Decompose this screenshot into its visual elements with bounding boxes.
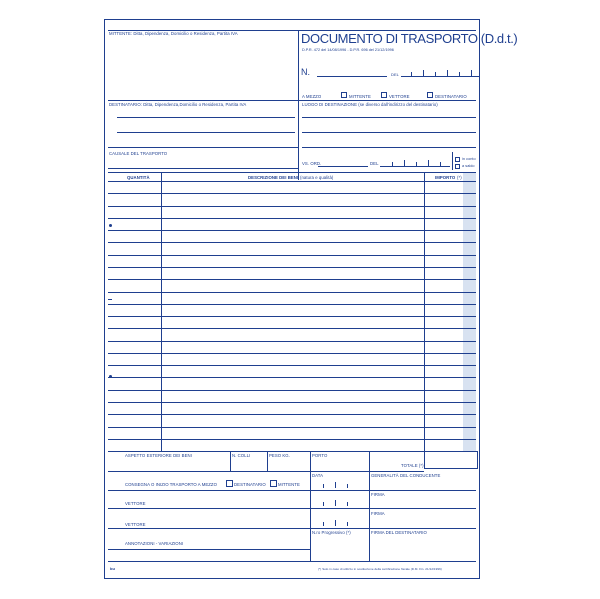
- table-row[interactable]: [108, 365, 476, 366]
- in-conto-checkbox[interactable]: [455, 157, 460, 162]
- data-label: DATA: [312, 473, 324, 478]
- vs-ord-label: VS. ORD.: [302, 161, 322, 166]
- colli-label: N. COLLI: [232, 453, 251, 458]
- vettore1-label: VETTORE: [125, 501, 146, 506]
- table-row[interactable]: [108, 427, 476, 428]
- quantity-header: QUANTITÀ: [127, 175, 150, 180]
- table-row[interactable]: [108, 414, 476, 415]
- table-row[interactable]: [108, 439, 476, 440]
- vettore-option: VETTORE: [389, 94, 410, 99]
- table-row[interactable]: [108, 206, 476, 207]
- luogo-label: LUOGO DI DESTINAZIONE (se diverso dall'indirizzo del destinatario): [302, 102, 438, 107]
- a-saldo-checkbox[interactable]: [455, 164, 460, 169]
- vs-ord-field[interactable]: [318, 166, 368, 167]
- table-row[interactable]: [108, 255, 476, 256]
- table-row[interactable]: [108, 402, 476, 403]
- binder-hole-top: [109, 224, 112, 227]
- destinatario-label: DESTINATARIO: Ditta, Dipendenza,Domicilio o Residenza, Partita IVA: [109, 102, 247, 107]
- in-conto-label: in conto: [462, 157, 476, 161]
- table-row[interactable]: [108, 353, 476, 354]
- fold-mark: [108, 299, 112, 300]
- table-row[interactable]: [108, 341, 476, 342]
- number-label: N.: [301, 67, 310, 77]
- mittente-field[interactable]: [108, 30, 298, 99]
- importo-header: IMPORTO: [435, 175, 456, 180]
- progressivo-label: N.ro Progressivo (*): [312, 530, 351, 535]
- destinatario-checkbox[interactable]: [427, 92, 433, 98]
- annotazioni-label: ANNOTAZIONI - VARIAZIONI: [125, 541, 184, 546]
- consegna-destinatario-label: DESTINATARIO: [234, 482, 266, 487]
- del-label: DEL: [391, 72, 399, 77]
- table-row[interactable]: [108, 279, 476, 280]
- brand-logo: bu: [110, 566, 115, 571]
- table-row[interactable]: [108, 377, 476, 378]
- binder-hole-bottom: [109, 375, 112, 378]
- a-saldo-label: a saldo: [462, 164, 475, 168]
- table-row[interactable]: [108, 390, 476, 391]
- date-field[interactable]: [401, 76, 479, 77]
- firma2-label: FIRMA: [371, 511, 385, 516]
- totale-label: TOTALE (*): [401, 463, 424, 468]
- importo-note: (*): [457, 175, 462, 180]
- consegna-mittente-label: MITTENTE: [278, 482, 300, 487]
- consegna-destinatario-checkbox[interactable]: [226, 480, 233, 487]
- table-row[interactable]: [108, 193, 476, 194]
- table-row[interactable]: [108, 230, 476, 231]
- transport-document-form: [104, 19, 518, 579]
- table-row[interactable]: [108, 292, 476, 293]
- table-row[interactable]: [108, 304, 476, 305]
- table-row[interactable]: [108, 218, 476, 219]
- porto-label: PORTO: [312, 453, 328, 458]
- footnote: (*) Solo in caso di utilizzo in sostituzione della certificazione fiscale (D.M. Fin. 21/12/1996): [318, 567, 442, 571]
- a-mezzo-label: A MEZZO: [302, 94, 322, 99]
- dpr-reference: D.P.R. 472 del 14/08/1996 - D.P.R. 696 del 21/12/1996: [302, 48, 394, 52]
- mittente-checkbox[interactable]: [341, 92, 347, 98]
- mittente-label: MITTENTE: Ditta, Dipendenza, Domicilio o Residenza, Partita IVA: [109, 31, 238, 36]
- vs-ord-date-field[interactable]: [380, 166, 450, 167]
- aspetto-label: ASPETTO ESTERIORE DEI BENI: [125, 453, 192, 458]
- number-field[interactable]: [317, 76, 387, 77]
- table-row[interactable]: [108, 267, 476, 268]
- causale-label: CAUSALE DEL TRASPORTO: [109, 151, 168, 156]
- description-note: (natura e qualità): [300, 175, 334, 180]
- mittente-option: MITTENTE: [349, 94, 371, 99]
- consegna-label: CONSEGNA O INIZIO TRASPORTO A MEZZO: [125, 482, 218, 487]
- firma-destinatario-label: FIRMA DEL DESTINATARIO: [371, 530, 427, 535]
- table-row[interactable]: [108, 328, 476, 329]
- table-row[interactable]: [108, 242, 476, 243]
- totale-box[interactable]: [424, 451, 478, 469]
- firma1-label: FIRMA: [371, 492, 385, 497]
- del2-label: DEL: [370, 161, 379, 166]
- vettore2-label: VETTORE: [125, 522, 146, 527]
- description-header: DESCRIZIONE DEI BENI: [248, 175, 299, 180]
- peso-label: PESO KG.: [269, 453, 290, 458]
- table-row[interactable]: [108, 316, 476, 317]
- vettore-checkbox[interactable]: [381, 92, 387, 98]
- document-title: DOCUMENTO DI TRASPORTO (D.d.t.): [301, 31, 518, 46]
- consegna-mittente-checkbox[interactable]: [270, 480, 277, 487]
- generalita-label: GENERALITÀ DEL CONDUCENTE: [371, 473, 441, 478]
- destinatario-option: DESTINATARIO: [435, 94, 467, 99]
